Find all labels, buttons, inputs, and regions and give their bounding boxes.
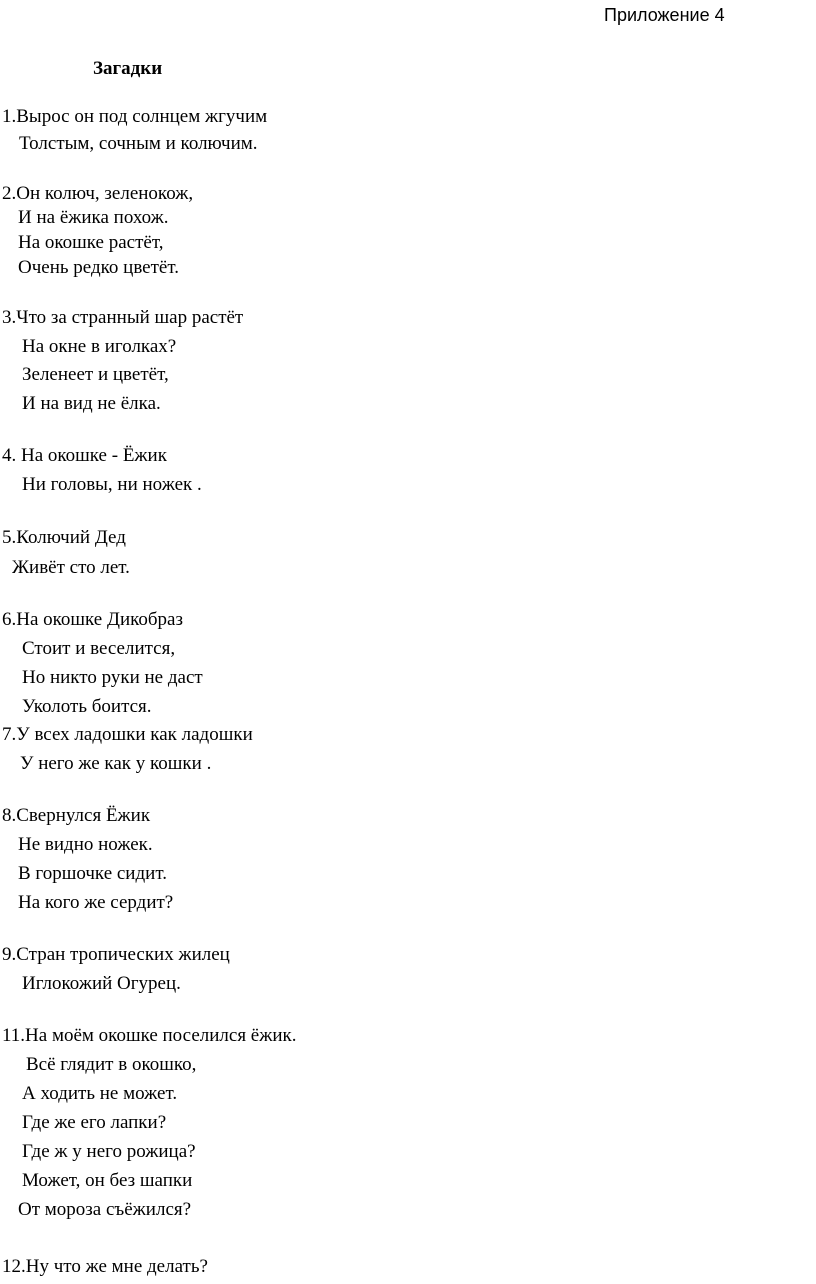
page-title: Загадки <box>93 58 163 79</box>
riddle-line: 8.Свернулся Ёжик <box>2 805 151 826</box>
riddle-line: 9.Стран тропических жилец <box>2 944 230 965</box>
riddle-line: Где же его лапки? <box>22 1112 167 1133</box>
riddle-line: Толстым, сочным и колючим. <box>19 133 258 154</box>
riddle-line: Не видно ножек. <box>18 834 153 855</box>
riddle-line: От мороза съёжился? <box>18 1199 192 1220</box>
riddle-line: Всё глядит в окошко, <box>26 1054 197 1075</box>
riddle-line: 12.Ну что же мне делать? <box>2 1256 208 1277</box>
riddle-line: На окошке растёт, <box>18 232 164 253</box>
riddle-line: 7.У всех ладошки как ладошки <box>2 724 253 745</box>
riddle-line: У него же как у кошки . <box>20 753 212 774</box>
riddle-line: 2.Он колюч, зеленокож, <box>2 183 194 204</box>
appendix-label: Приложение 4 <box>604 5 725 25</box>
riddle-line: Стоит и веселится, <box>22 638 176 659</box>
riddle-line: Иглокожий Огурец. <box>22 973 181 994</box>
riddle-line: 5.Колючий Дед <box>2 527 126 548</box>
riddle-line: 11.На моём окошке поселился ёжик. <box>2 1025 297 1046</box>
riddle-line: 6.На окошке Дикобраз <box>2 609 183 630</box>
riddle-line: Ни головы, ни ножек . <box>22 474 202 495</box>
riddle-line: Уколоть боится. <box>22 696 152 717</box>
riddle-line: И на вид не ёлка. <box>22 393 161 414</box>
riddle-line: Где ж у него рожица? <box>22 1141 196 1162</box>
riddle-line: Но никто руки не даст <box>22 667 203 688</box>
riddle-line: На окне в иголках? <box>22 336 177 357</box>
riddle-line: А ходить не может. <box>22 1083 178 1104</box>
riddle-line: Очень редко цветёт. <box>18 257 179 278</box>
riddle-line: Может, он без шапки <box>22 1170 193 1191</box>
riddle-line: В горшочке сидит. <box>18 863 167 884</box>
riddle-line: На кого же сердит? <box>18 892 174 913</box>
riddle-line: Зеленеет и цветёт, <box>22 364 169 385</box>
riddle-line: Живёт сто лет. <box>12 557 130 578</box>
riddle-line: 4. На окошке - Ёжик <box>2 445 167 466</box>
riddle-line: И на ёжика похож. <box>18 207 169 228</box>
riddle-line: 3.Что за странный шар растёт <box>2 307 244 328</box>
riddle-line: 1.Вырос он под солнцем жгучим <box>2 106 268 127</box>
